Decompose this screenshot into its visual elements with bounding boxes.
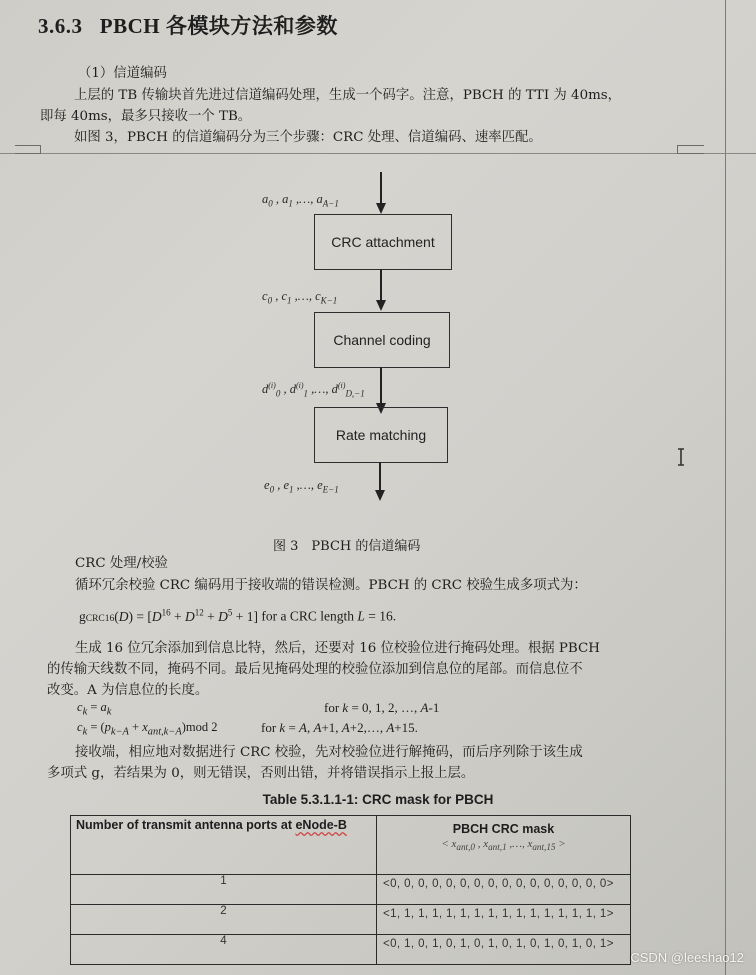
section-heading — [38, 10, 338, 40]
equation-2-condition: for k = A, A+1, A+2,…, A+15. — [261, 720, 418, 735]
ports-cell: 4 — [71, 935, 377, 965]
table-row — [71, 875, 631, 905]
mask-cell: <1, 1, 1, 1, 1, 1, 1, 1, 1, 1, 1, 1, 1, 1, 1, 1> — [377, 905, 631, 935]
paragraph-line: 的传输天线数不同，掩码不同。最后见掩码处理的校验位添加到信息位的尾部。而信息位不 — [47, 662, 583, 677]
margin-marker-right — [677, 145, 704, 154]
paragraph-line: 生成 16 位冗余添加到信息比特，然后，还要对 16 位校验位进行掩码处理。根据 PBCH — [75, 641, 600, 656]
header-text: PBCH CRC mask — [452, 822, 555, 836]
crc-subheading: CRC 处理/校验 — [75, 556, 168, 571]
paragraph-line: 循环冗余校验 CRC 编码用于接收端的错误检测。PBCH 的 CRC 校验生成多项式为： — [75, 578, 587, 593]
subsection-label: （1）信道编码 — [78, 66, 167, 81]
sequence-e-label: $e_0$ , $e_1$ ,…, $e_{E-1}$ — [264, 478, 339, 495]
page-break-line — [0, 153, 756, 154]
block-label: Channel coding — [333, 332, 431, 348]
arrow-line — [380, 269, 382, 302]
channel-coding-block — [314, 312, 450, 368]
paragraph-line: 即每 40ms，最多只接收一个 TB。 — [40, 109, 252, 124]
arrow-down-icon — [376, 300, 386, 311]
equation-1-condition: for k = 0, 1, 2, …, A-1 — [324, 700, 440, 715]
equation-1: $c_k = a_k$ — [77, 700, 112, 718]
table-row — [71, 935, 631, 965]
sequence-d-label: $d^{(i)}_0$ , $d^{(i)}_1$ ,…, $d^{(i)}_{D,-1}$ — [262, 381, 365, 399]
paragraph-line: 上层的 TB 传输块首先进过信道编码处理，生成一个码字。注意，PBCH 的 TTI 为 40ms， — [74, 88, 622, 103]
paragraph-line: 改变。A 为信息位的长度。 — [47, 683, 209, 698]
header-text: Number of transmit antenna ports at — [76, 818, 296, 832]
margin-marker-left — [15, 145, 41, 154]
crc-polynomial: gCRC16(D) = $[D^{16} + D^{12} + D^5 + 1]$ for a CRC length L = 16. — [79, 607, 397, 624]
enode-b-word: eNode-B — [295, 818, 347, 832]
section-number: 3.6.3 — [38, 14, 83, 38]
table-header-row — [71, 816, 631, 875]
paragraph-line: 如图 3，PBCH 的信道编码分为三个步骤：CRC 处理、信道编码、速率匹配。 — [74, 130, 542, 145]
arrow-line — [379, 462, 381, 492]
table-row — [71, 905, 631, 935]
arrow-down-icon — [376, 203, 386, 214]
header-subscript: < $x_{ant,0}$ , $x_{ant,1}$ ,…, $x_{ant,15}$ > — [441, 838, 566, 853]
block-label: Rate matching — [335, 427, 427, 443]
paragraph-line: 多项式 g，若结果为 0，则无错误，否则出错，并将错误指示上报上层。 — [47, 766, 475, 781]
section-title: PBCH 各模块方法和参数 — [99, 14, 338, 38]
text-cursor-icon — [676, 448, 686, 466]
figure-caption: 图 3 PBCH 的信道编码 — [273, 539, 421, 554]
mask-cell: <0, 1, 0, 1, 0, 1, 0, 1, 0, 1, 0, 1, 0, 1, 0, 1> — [377, 935, 631, 965]
header-antenna-ports — [71, 816, 377, 875]
ports-cell: 2 — [71, 905, 377, 935]
crc-mask-table — [70, 815, 631, 965]
ports-cell: 1 — [71, 875, 377, 905]
paragraph-line: 接收端，相应地对数据进行 CRC 校验，先对校验位进行解掩码，而后序列除于该生成 — [75, 745, 583, 760]
arrow-line — [380, 367, 382, 405]
mask-cell: <0, 0, 0, 0, 0, 0, 0, 0, 0, 0, 0, 0, 0, 0, 0, 0> — [377, 875, 631, 905]
arrow-down-icon — [375, 490, 385, 501]
sequence-c-label: $c_0$ , $c_1$ ,…, $c_{K-1}$ — [262, 289, 338, 306]
block-label: CRC attachment — [331, 234, 435, 250]
crc-attachment-block — [314, 214, 452, 270]
header-crc-mask — [377, 816, 631, 875]
arrow-line — [380, 172, 382, 204]
table-title: Table 5.3.1.1-1: CRC mask for PBCH — [262, 792, 494, 807]
sequence-a-label: $a_0$ , $a_1$ ,…, $a_{A-1}$ — [262, 192, 339, 209]
watermark: CSDN @leeshao12 — [630, 950, 744, 965]
rate-matching-block — [314, 407, 448, 463]
page-right-margin-line — [725, 0, 726, 975]
equation-2: $c_k = (p_{k-A} + x_{ant,k-A})mod$ 2 — [77, 720, 218, 738]
